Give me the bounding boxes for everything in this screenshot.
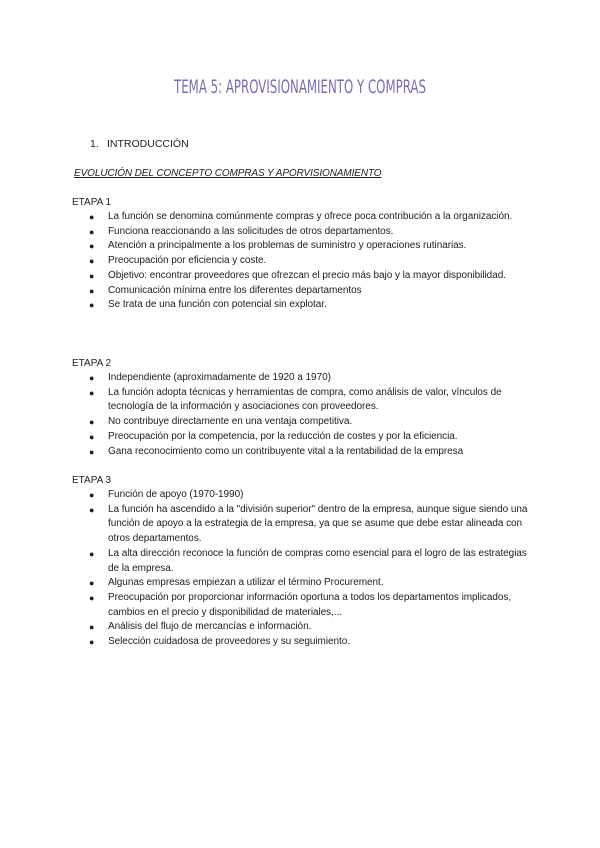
bullet-icon: ● xyxy=(89,446,95,457)
bullet-icon: ● xyxy=(89,212,95,222)
list-item: ● Selección cuidadosa de proveedores y su seguimiento. xyxy=(0,635,600,650)
etapa-2-heading: ETAPA 2 xyxy=(72,358,112,369)
list-item: ● Se trata de una función con potencial sin explotar. xyxy=(0,298,600,313)
list-item: ● La función adopta técnicas y herramientas de compra, como análisis de valor, vínculos de tecnología de la información y asociaciones con proveedores. xyxy=(89,386,502,413)
etapa-1-list xyxy=(0,210,600,313)
bullet-icon: ● xyxy=(89,241,95,252)
list-item: ● Preocupación por eficiencia y coste. xyxy=(0,254,600,269)
bullet-icon: ● xyxy=(89,431,95,442)
etapa-2-list xyxy=(0,371,600,459)
list-item: ● Algunas empresas empiezan a utilizar el término Procurement. xyxy=(0,576,600,591)
bullet-icon: ● xyxy=(89,417,95,428)
list-item: ● Comunicación mínima entre los diferentes departamentos xyxy=(0,284,600,299)
subheading: EVOLUCIÓN DEL CONCEPTO COMPRAS Y APORVISIONAMIENTO xyxy=(74,168,382,179)
etapa-1-heading: ETAPA 1 xyxy=(72,197,112,208)
list-item: ● Objetivo: encontrar proveedores que ofrezcan el precio más bajo y la mayor disponibilidad. xyxy=(0,269,600,284)
section-heading xyxy=(90,137,189,151)
etapa-3-list xyxy=(0,488,600,650)
page-title: TEMA 5: APROVISIONAMIENTO Y COMPRAS xyxy=(174,76,426,98)
bullet-icon: ● xyxy=(89,592,95,603)
section-label: INTRODUCCIÓN xyxy=(107,138,189,150)
bullet-icon: ● xyxy=(89,548,95,559)
list-item: ● Función de apoyo (1970-1990) xyxy=(0,488,600,503)
bullet-icon: ● xyxy=(89,373,95,383)
bullet-icon: ● xyxy=(89,226,95,237)
bullet-icon: ● xyxy=(89,387,95,398)
bullet-icon: ● xyxy=(89,256,95,267)
bullet-icon: ● xyxy=(89,300,95,311)
list-item: ● La función ha ascendido a la "división superior" dentro de la empresa, aunque sigue siendo una función de apoyo a la estrategia de la empresa, ya que se asume que debe estar alineada con otros departamentos. xyxy=(89,503,528,545)
bullet-icon: ● xyxy=(89,504,95,515)
list-item: ● Análisis del flujo de mercancías e información. xyxy=(0,620,600,635)
bullet-icon: ● xyxy=(89,285,95,296)
list-item: ● Funciona reaccionando a las solicitudes de otros departamentos. xyxy=(0,225,600,240)
list-item: ● Preocupación por proporcionar información oportuna a todos los departamentos implicados, cambios en el precio y disponibilidad de materiales,... xyxy=(89,591,512,618)
list-item: ● Atención a principalmente a los problemas de suministro y operaciones rutinarias. xyxy=(0,239,600,254)
bullet-icon: ● xyxy=(89,622,95,633)
bullet-icon: ● xyxy=(89,578,95,589)
section-number: 1. xyxy=(90,138,99,150)
list-item: ● Preocupación por la competencia, por la reducción de costes y por la eficiencia. xyxy=(0,430,600,445)
list-item: ● No contribuye directamente en una ventaja competitiva. xyxy=(0,415,600,430)
bullet-icon: ● xyxy=(89,490,95,500)
list-item: ● La alta dirección reconoce la función de compras como esencial para el logro de las estrategias de la empresa. xyxy=(89,547,527,574)
bullet-icon: ● xyxy=(89,637,95,648)
list-item: ● La función se denomina comúnmente compras y ofrece poca contribución a la organización. xyxy=(0,210,600,225)
list-item: ● Gana reconocimiento como un contribuyente vital a la rentabilidad de la empresa xyxy=(0,445,600,460)
etapa-3-heading: ETAPA 3 xyxy=(72,475,112,486)
bullet-icon: ● xyxy=(89,270,95,281)
list-item: ● Independiente (aproximadamente de 1920 a 1970) xyxy=(0,371,600,386)
